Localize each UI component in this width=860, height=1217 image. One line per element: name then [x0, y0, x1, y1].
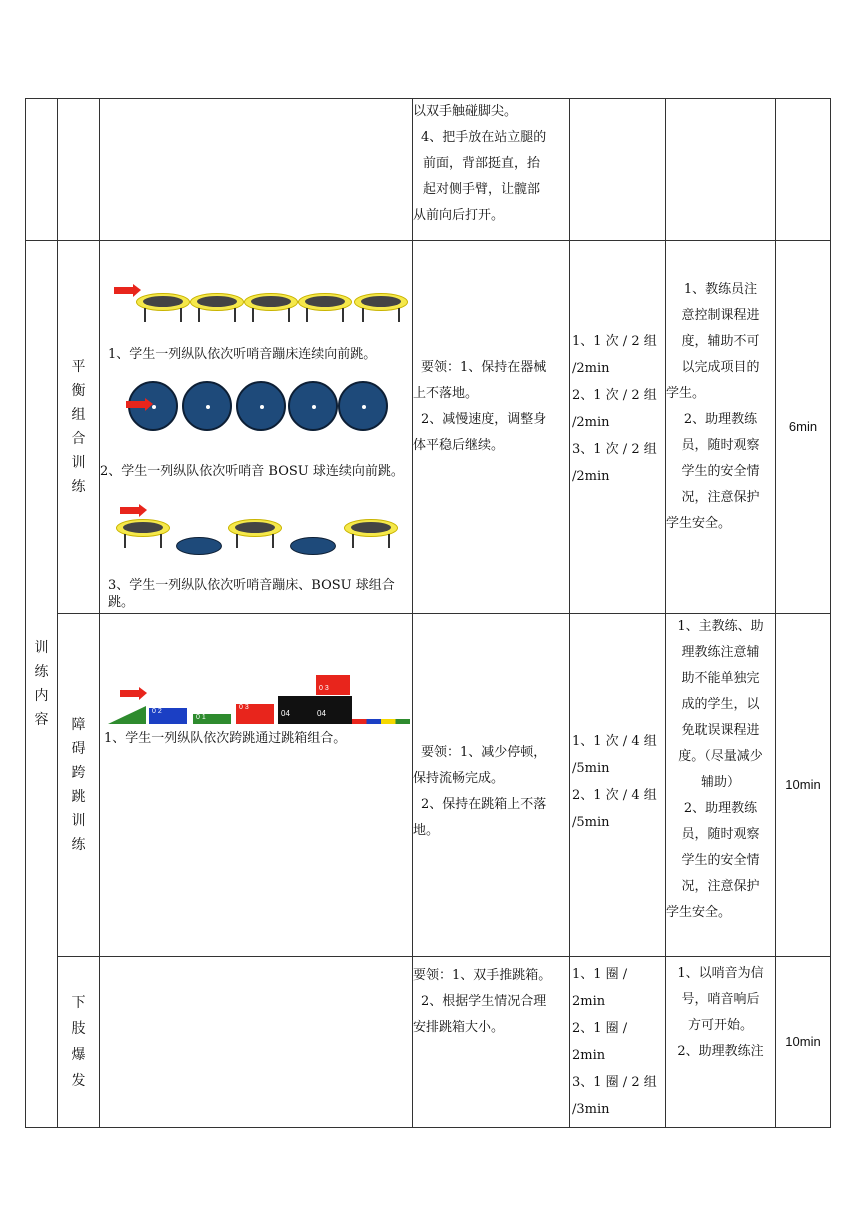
balance-caption-3: 3、学生一列纵队依次听哨音蹦床、BOSU 球组合跳。 — [108, 578, 395, 610]
text-line: /5min — [572, 815, 610, 830]
direction-arrow-icon — [120, 507, 140, 514]
obstacle-illustration-cell — [100, 614, 413, 957]
text-line: 2、减慢速度，调整身 — [421, 412, 547, 427]
text-line: 1、1 次 / 2 组 — [572, 334, 657, 349]
name-char: 练 — [71, 479, 86, 495]
text-line: 1、1 次 / 4 组 — [572, 734, 657, 749]
table-row-obstacle — [26, 614, 831, 957]
ramp-icon — [108, 706, 146, 724]
name-char: 平 — [71, 359, 86, 375]
text-line: 2、助理教练 — [683, 801, 758, 816]
text-line: 3、1 次 / 2 组 — [572, 442, 657, 457]
text-line: 体平稳后继续。 — [413, 438, 505, 453]
balance-sets-cell — [570, 241, 666, 614]
text-line: /2min — [572, 469, 610, 484]
text-line: 理教练注意辅 — [681, 645, 760, 660]
explosive-time-cell: 10min — [776, 957, 831, 1128]
explosive-name-cell — [58, 957, 100, 1128]
name-char: 训 — [71, 813, 86, 829]
empty-cell — [58, 99, 100, 241]
text-line: 1、以哨音为信 — [677, 966, 764, 981]
trampoline-icon — [344, 519, 398, 549]
text-line: 况，注意保护 — [681, 490, 760, 505]
text-line: 学生安全。 — [666, 516, 732, 531]
trampoline-icon — [190, 293, 244, 323]
name-char: 跨 — [71, 765, 86, 781]
section-label-char: 练 — [34, 664, 49, 680]
obstacle-sets-cell — [570, 614, 666, 957]
text-line: 安排跳箱大小。 — [413, 1020, 505, 1035]
text-line: 学生的安全情 — [681, 464, 760, 479]
lesson-plan-table — [25, 98, 831, 1128]
text-line: 以完成项目的 — [681, 360, 760, 375]
empty-cell — [26, 99, 58, 241]
text-line: 上不落地。 — [413, 386, 479, 401]
trampoline-icon — [136, 293, 190, 323]
text-line: 前面，背部挺直，抬 — [423, 156, 541, 171]
empty-cell — [666, 99, 776, 241]
text-line: 学生安全。 — [666, 905, 732, 920]
empty-cell — [100, 99, 413, 241]
text-line: 1、1 圈 / 2min — [572, 967, 628, 1009]
text-line: 员，随时观察 — [681, 827, 760, 842]
explosive-points-cell — [413, 957, 570, 1128]
empty-cell — [570, 99, 666, 241]
box-black-icon: 04 — [314, 696, 352, 724]
text-line: 地。 — [413, 823, 440, 838]
text-line: 员，随时观察 — [681, 438, 760, 453]
text-line: 4、把手放在站立腿的 — [421, 130, 547, 145]
name-char: 练 — [71, 837, 86, 853]
trampoline-icon — [298, 293, 352, 323]
text-line: 1、主教练、助 — [677, 619, 764, 634]
table-row-continuation — [26, 99, 831, 241]
obstacle-points-cell — [413, 614, 570, 957]
balance-caption-2: 2、学生一列纵队依次听哨音 BOSU 球连续向前跳。 — [100, 464, 404, 479]
name-char: 合 — [71, 431, 86, 447]
name-char: 衡 — [71, 383, 86, 399]
bosu-ball-icon — [338, 381, 388, 431]
text-line: 从前向后打开。 — [413, 208, 505, 223]
name-char: 障 — [71, 717, 86, 733]
box-blue-icon: 0 2 — [149, 708, 187, 724]
obstacle-name-cell — [58, 614, 100, 957]
section-label-char: 容 — [34, 712, 49, 728]
balance-notes-cell — [666, 241, 776, 614]
box-green-icon: 0 1 — [193, 714, 231, 724]
obstacle-time-cell: 10min — [776, 614, 831, 957]
table-row-balance — [26, 241, 831, 614]
name-char: 发 — [71, 1073, 86, 1089]
name-char: 组 — [71, 407, 86, 423]
section-label-cell — [26, 241, 58, 1128]
section-label-char: 训 — [34, 640, 49, 656]
text-line: 况，注意保护 — [681, 879, 760, 894]
text-line: 助不能单独完 — [681, 671, 760, 686]
box-black-icon: 04 — [278, 696, 314, 724]
direction-arrow-icon — [114, 287, 134, 294]
mat-strip-icon — [352, 719, 410, 724]
text-line: 方可开始。 — [687, 1018, 753, 1033]
text-line: 要领：1、双手推跳箱。 — [413, 968, 552, 983]
balance-illustration-cell — [100, 241, 413, 614]
balance-name-cell — [58, 241, 100, 614]
box-red-icon: 0 3 — [236, 704, 274, 724]
balance-caption-1: 1、学生一列纵队依次听哨音蹦床连续向前跳。 — [108, 347, 377, 362]
empty-cell — [100, 957, 413, 1128]
text-line: 号，哨音响后 — [681, 992, 760, 1007]
text-line: 2、助理教练 — [683, 412, 758, 427]
name-char: 跳 — [71, 789, 86, 805]
name-char: 碍 — [71, 741, 86, 757]
text-line: 2、1 圈 / 2min — [572, 1021, 628, 1063]
text-line: 2、保持在跳箱上不落 — [421, 797, 547, 812]
explosive-sets-cell — [570, 957, 666, 1128]
empty-cell — [776, 99, 831, 241]
text-line: 学生的安全情 — [681, 853, 760, 868]
text-line: 2、根据学生情况合理 — [421, 994, 547, 1009]
text-line: 度，辅助不可 — [681, 334, 760, 349]
text-line: 1、教练员注 — [683, 282, 758, 297]
trampoline-icon — [354, 293, 408, 323]
text-line: /5min — [572, 761, 610, 776]
bosu-ball-icon — [182, 381, 232, 431]
text-line: 3、1 圈 / 2 组 — [572, 1075, 657, 1090]
section-label-char: 内 — [34, 688, 49, 704]
balance-time-cell: 6min — [776, 241, 831, 614]
text-line: 学生。 — [666, 386, 706, 401]
text-line: 免耽误课程进 — [681, 723, 760, 738]
text-line: 度。（尽量减少 — [678, 749, 763, 764]
name-char: 爆 — [71, 1047, 86, 1063]
text-line: /3min — [572, 1102, 610, 1117]
explosive-notes-cell — [666, 957, 776, 1128]
bosu-ball-icon — [288, 381, 338, 431]
text-line: 要领：1、保持在器械 — [421, 360, 547, 375]
table-row-explosive — [26, 957, 831, 1128]
bosu-ball-icon — [236, 381, 286, 431]
trampoline-icon — [244, 293, 298, 323]
obstacle-notes-cell — [666, 614, 776, 957]
text-line: /2min — [572, 415, 610, 430]
direction-arrow-icon — [126, 401, 146, 408]
text-line: 2、1 次 / 2 组 — [572, 388, 657, 403]
trampoline-icon — [228, 519, 282, 549]
text-line: 起对侧手臂，让髋部 — [423, 182, 541, 197]
text-line: 2、助理教练注 — [677, 1044, 764, 1059]
name-char: 训 — [71, 455, 86, 471]
text-line: 保持流畅完成。 — [413, 771, 505, 786]
name-char: 下 — [71, 995, 86, 1011]
direction-arrow-icon — [120, 690, 140, 697]
text-line: 辅助） — [700, 775, 740, 790]
balance-points-cell — [413, 241, 570, 614]
obstacle-caption: 1、学生一列纵队依次跨跳通过跳箱组合。 — [104, 731, 347, 746]
text-line: 2、1 次 / 4 组 — [572, 788, 657, 803]
text-line: /2min — [572, 361, 610, 376]
text-line: 意控制课程进 — [681, 308, 760, 323]
name-char: 肢 — [71, 1021, 86, 1037]
method-points-cell — [413, 99, 570, 241]
text-line: 成的学生，以 — [681, 697, 760, 712]
bosu-flat-icon — [290, 537, 336, 555]
text-line: 要领：1、减少停顿， — [421, 745, 547, 760]
text-line: 以双手触碰脚尖。 — [413, 104, 518, 119]
box-red-top-icon: 0 3 — [316, 675, 350, 695]
bosu-flat-icon — [176, 537, 222, 555]
trampoline-icon — [116, 519, 170, 549]
